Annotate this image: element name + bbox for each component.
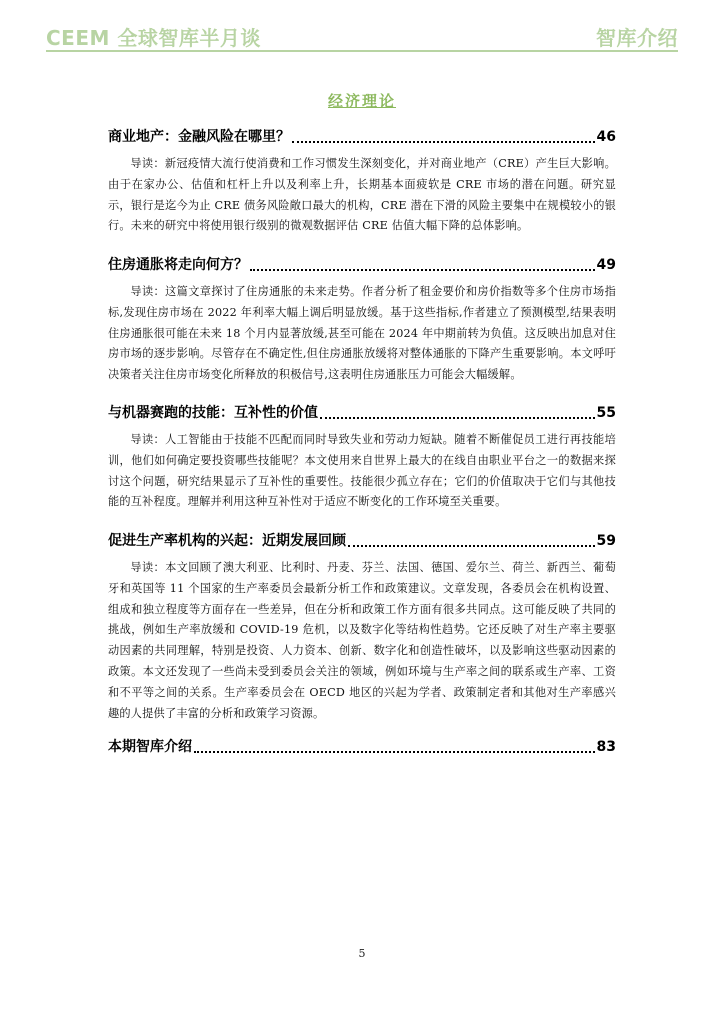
dot-leader — [348, 545, 595, 547]
toc-entry-title: 商业地产：金融风险在哪里？ — [108, 129, 290, 145]
toc-entry-link[interactable] — [108, 736, 616, 756]
toc-entry-link[interactable] — [108, 402, 616, 422]
page-number: 5 — [358, 947, 366, 960]
toc-entry-page: 46 — [596, 129, 616, 145]
toc-entry-page: 59 — [596, 533, 616, 549]
toc-entry-link[interactable] — [108, 254, 616, 274]
header-brand: CEEM 全球智库半月谈 — [46, 26, 261, 50]
toc-entry-title: 本期智库介绍 — [108, 739, 192, 755]
section-title: 经济理论 — [327, 92, 396, 110]
toc-entry-page: 49 — [596, 257, 616, 273]
toc-entry-page: 55 — [596, 405, 616, 421]
toc-entry-housing-inflation — [108, 254, 616, 386]
dot-leader — [194, 751, 595, 753]
toc-entry-title: 促进生产率机构的兴起：近期发展回顾 — [108, 533, 346, 549]
toc-entry-link[interactable] — [108, 530, 616, 550]
toc-entry-summary: 导读：这篇文章探讨了住房通胀的未来走势。作者分析了租金要价和房价指数等多个住房市场指标,发现住房市场在 2022 年利率大幅上调后明显放缓。基于这些指标,作者建立了预测模型,结果表明住房通胀很可能在未来 18 个月内显著放缓,甚至可能在 2024 年中期前转为负值。这反映出加息对住房市场的逐步影响。尽管存在不确定性,但住房通胀放缓将对整体通胀的下降产生重要影响。本文呼吁决策者关注住房市场变化所释放的积极信号,这表明住房通胀压力可能会大幅缓解。 — [108, 285, 616, 382]
toc-entry-commercial-real-estate — [108, 126, 616, 237]
toc-entry-title: 住房通胀将走向何方？ — [108, 257, 248, 273]
page-header — [46, 18, 678, 54]
header-divider — [46, 50, 678, 52]
dot-leader — [320, 417, 595, 419]
toc-entry-summary: 导读：本文回顾了澳大利亚、比利时、丹麦、芬兰、法国、德国、爱尔兰、荷兰、新西兰、葡萄牙和英国等 11 个国家的生产率委员会最新分析工作和政策建议。文章发现，各委员会在机构设置、组成和独立程度等方面存在一些差异，但在分析和政策工作方面有很多共同点。这可能反映了共同的挑战，例如生产率放缓和 COVID-19 危机，以及数字化等结构性趋势。它还反映了对生产率主要驱动因素的共同理解，特别是投资、人力资本、创新、数字化和创造性破坏，以及影响这些驱动因素的政策。本文还发现了一些尚未受到委员会关注的领域，例如环境与生产率之间的联系或生产率、工资和不平等之间的关系。生产率委员会在 OECD 地区的兴起为学者、政策制定者和其他对生产率感兴趣的人提供了丰富的分析和政策学习资源。 — [108, 561, 616, 720]
dot-leader — [292, 141, 595, 143]
toc-entry-page: 83 — [596, 739, 616, 755]
toc-entry-link[interactable] — [108, 126, 616, 146]
toc-entry-summary: 导读：人工智能由于技能不匹配而同时导致失业和劳动力短缺。随着不断催促员工进行再技能培训，他们如何确定要投资哪些技能呢？本文使用来自世界上最大的在线自由职业平台之一的数据来探讨这个问题，研究结果显示了互补性的重要性。技能很少孤立存在；它们的价值取决于它们与其他技能的互补程度。理解并利用这种互补性对于适应不断变化的工作环境至关重要。 — [108, 433, 616, 509]
toc-entry-title: 与机器赛跑的技能：互补性的价值 — [108, 405, 318, 421]
toc-entry-think-tank-intro — [108, 736, 616, 756]
dot-leader — [250, 269, 595, 271]
header-section: 智库介绍 — [596, 26, 678, 50]
toc-entry-summary: 导读：新冠疫情大流行使消费和工作习惯发生深刻变化，并对商业地产（CRE）产生巨大影响。由于在家办公、估值和杠杆上升以及利率上升，长期基本面疲软是 CRE 市场的潜在问题。研究显示，银行是迄今为止 CRE 债务风险敞口最大的机构，CRE 潜在下滑的风险主要集中在规模较小的银行。未来的研究中将使用银行级别的微观数据评估 CRE 估值大幅下降的总体影响。 — [108, 157, 616, 233]
toc-entry-skills-complementarity — [108, 402, 616, 513]
toc-entry-productivity-boards — [108, 530, 616, 724]
